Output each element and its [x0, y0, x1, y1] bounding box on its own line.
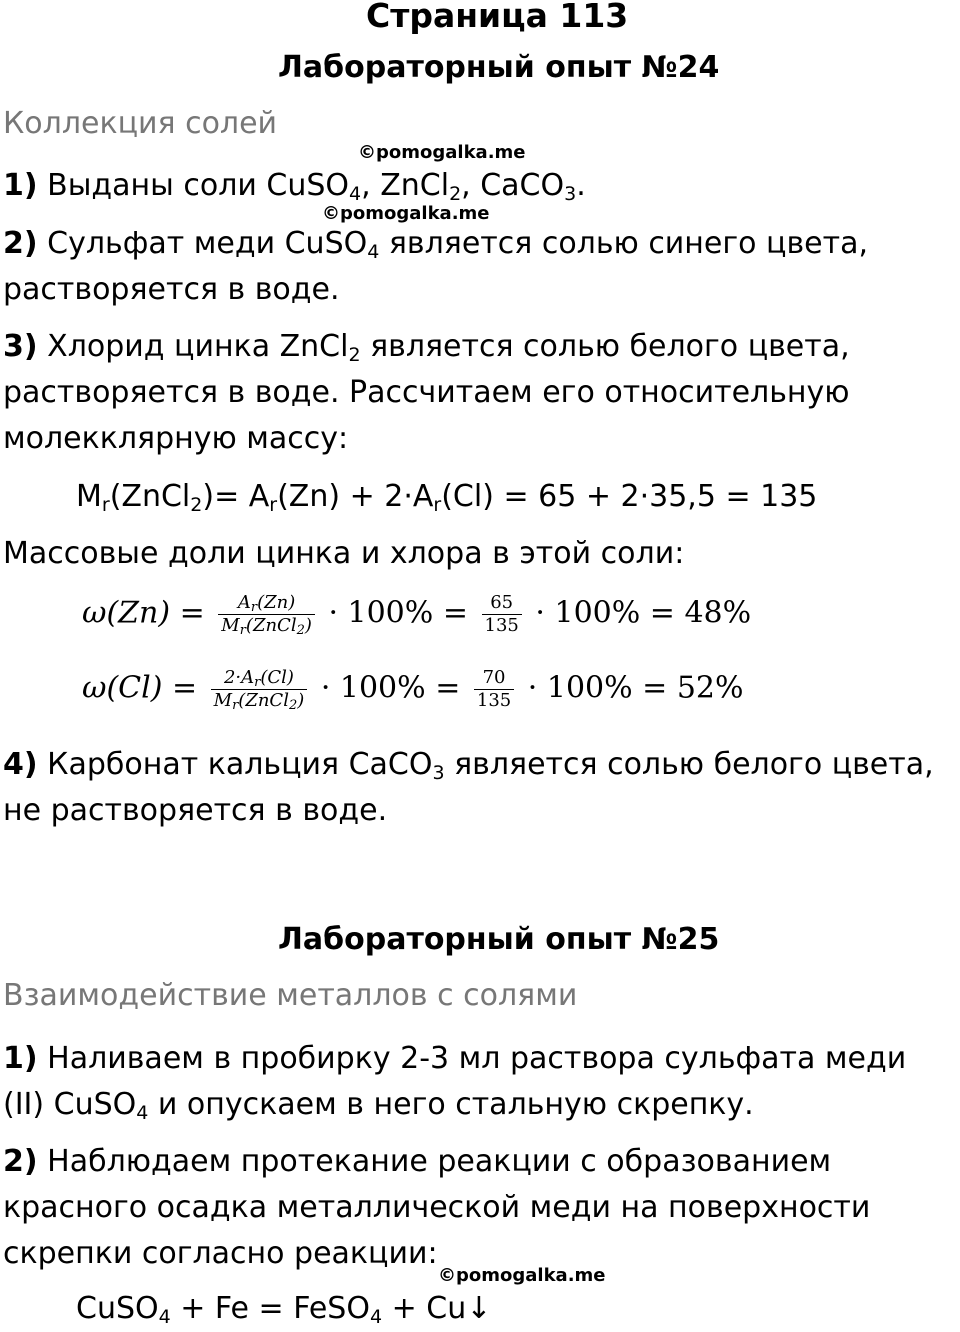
exp24-item-4: 4) Карбонат кальция CaCO$_3$ является солью белого цвета, не растворяется в воде.	[3, 747, 934, 828]
fraction: $\frac{2\cdot A_r(Cl)}{M_r(ZnCl_2)}$	[211, 667, 308, 712]
experiment-24-heading: Лабораторный опыт №24	[278, 50, 720, 85]
formula-omega-cl: ω(Cl) = $\frac{2\cdot A_r(Cl)}{M_r(ZnCl_2)}$ · 100% = $\frac{70}{135}$ · 100% = 52%	[82, 667, 744, 713]
experiment-25-topic: Взаимодействие металлов с солями	[3, 978, 578, 1013]
watermark: ©pomogalka.me	[358, 142, 526, 163]
mass-fractions-intro: Массовые доли цинка и хлора в этой соли:	[3, 536, 685, 571]
formula-omega-zn: ω(Zn) = $\frac{A_r(Zn)}{M_r(ZnCl_2)}$ · 100% = $\frac{65}{135}$ · 100% = 48%	[82, 592, 752, 638]
exp25-item-1: 1) Наливаем в пробирку 2-3 мл раствора сульфата меди (II) CuSO$_4$ и опускаем в него стальную скрепку.	[3, 1041, 907, 1124]
exp24-item-2: 2) Сульфат меди CuSO$_4$ является солью синего цвета, растворяется в воде.	[3, 226, 868, 307]
watermark: ©pomogalka.me	[322, 203, 490, 224]
experiment-24-topic: Коллекция солей	[3, 106, 278, 141]
formula-relative-mass: $M_r(ZnCl_2)= A_r(Zn) + 2\cdot A_r(Cl) = 65 + 2\cdot 35,5 = 135$	[76, 479, 818, 516]
exp24-item-1: 1) Выданы соли CuSO$_4$, ZnCl$_2$, CaCO$_3$.	[3, 168, 586, 205]
fraction: $\frac{70}{135}$	[474, 667, 514, 712]
exp25-item-2: 2) Наблюдаем протекание реакции с образованием красного осадка металлической меди на поверхности скрепки согласно реакции:	[3, 1144, 871, 1271]
reaction-equation: CuSO$_4$ + Fe = FeSO$_4$ + Cu↓	[76, 1291, 492, 1328]
exp24-item-3: 3) Хлорид цинка ZnCl$_2$ является солью белого цвета, растворяется в воде. Рассчитаем его относительную молекклярную массу:	[3, 329, 850, 456]
page-title: Страница 113	[366, 0, 629, 35]
fraction: $\frac{65}{135}$	[482, 592, 522, 637]
fraction: $\frac{A_r(Zn)}{M_r(ZnCl_2)}$	[218, 592, 315, 637]
watermark: ©pomogalka.me	[438, 1265, 606, 1286]
experiment-25-heading: Лабораторный опыт №25	[278, 922, 720, 957]
